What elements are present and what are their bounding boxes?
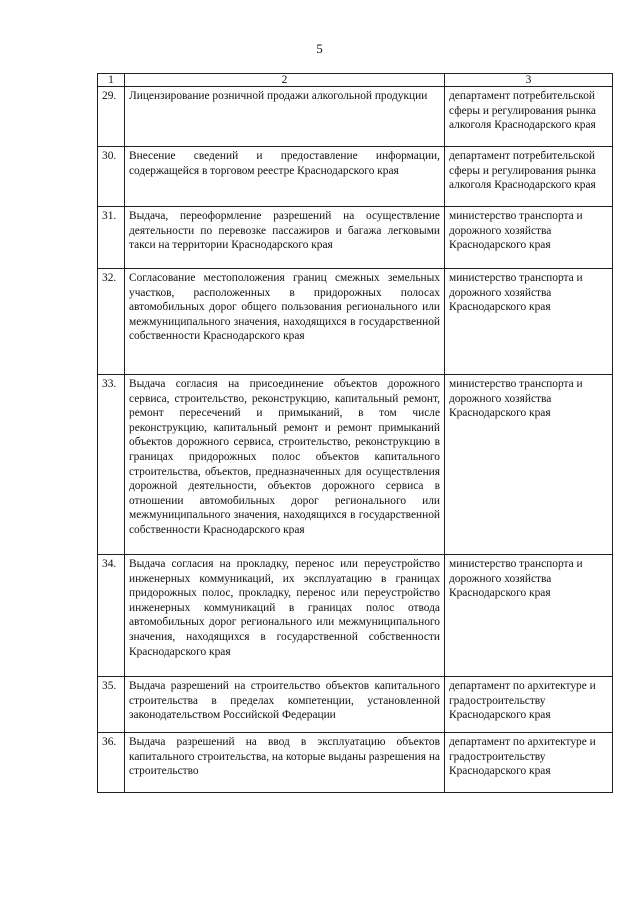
responsible-body: министерство транспорта и дорожного хозяйства Краснодарского края	[445, 207, 613, 269]
service-name: Лицензирование розничной продажи алкогольной продукции	[125, 87, 445, 147]
responsible-body: департамент по архитектуре и градостроительству Краснодарского края	[445, 677, 613, 733]
responsible-body: министерство транспорта и дорожного хозяйства Краснодарского края	[445, 555, 613, 677]
responsible-body: департамент потребительской сферы и регулирования рынка алкоголя Краснодарского края	[445, 87, 613, 147]
row-number: 30.	[98, 147, 125, 207]
service-name: Выдача разрешений на строительство объектов капитального строительства в пределах компетенции, установленной законодательством Российской Федерации	[125, 677, 445, 733]
responsible-body: министерство транспорта и дорожного хозяйства Краснодарского края	[445, 269, 613, 375]
row-number: 33.	[98, 375, 125, 555]
column-header-2: 2	[125, 74, 445, 87]
responsible-body: департамент по архитектуре и градостроительству Краснодарского края	[445, 733, 613, 793]
service-name: Выдача, переоформление разрешений на осуществление деятельности по перевозке пассажиров и багажа легковыми такси на территории Краснодарского края	[125, 207, 445, 269]
services-table	[97, 73, 613, 793]
service-name: Выдача согласия на присоединение объектов дорожного сервиса, строительство, реконструкцию, капитальный ремонт, ремонт пересечений и примыканий, в том числе реконструкцию, капитальный ремонт и ремонт примыканий объектов дорожного сервиса, строительство, реконструкцию в границах придорожных полос объектов капитального строительства, объектов, предназначенных для осуществления дорожной деятельности, объектов дорожного сервиса в отношении автомобильных дорог регионального или межмуниципального значения, находящихся в государственной собственности Краснодарского края	[125, 375, 445, 555]
row-number: 36.	[98, 733, 125, 793]
row-number: 35.	[98, 677, 125, 733]
table-row	[98, 269, 613, 375]
table-row	[98, 87, 613, 147]
page-number: 5	[316, 41, 323, 56]
service-name: Согласование местоположения границ смежных земельных участков, расположенных в придорожных полосах автомобильных дорог общего пользования регионального или межмуниципального значения, находящихся в государственной собственности Краснодарского края	[125, 269, 445, 375]
row-number: 34.	[98, 555, 125, 677]
table-row	[98, 207, 613, 269]
responsible-body: министерство транспорта и дорожного хозяйства Краснодарского края	[445, 375, 613, 555]
row-number: 32.	[98, 269, 125, 375]
table-row	[98, 147, 613, 207]
responsible-body: департамент потребительской сферы и регулирования рынка алкоголя Краснодарского края	[445, 147, 613, 207]
service-name: Внесение сведений и предоставление информации, содержащейся в торговом реестре Краснодарского края	[125, 147, 445, 207]
row-number: 31.	[98, 207, 125, 269]
column-header-3: 3	[445, 74, 613, 87]
service-name: Выдача согласия на прокладку, перенос или переустройство инженерных коммуникаций, их эксплуатацию в границах придорожных полос, прокладку, перенос или переустройство инженерных коммуникаций в границах полос отвода автомобильных дорог регионального или межмуниципального значения, находящихся в государственной собственности Краснодарского края	[125, 555, 445, 677]
row-number: 29.	[98, 87, 125, 147]
service-name: Выдача разрешений на ввод в эксплуатацию объектов капитального строительства, на которые выданы разрешения на строительство	[125, 733, 445, 793]
table-row	[98, 375, 613, 555]
table-row	[98, 555, 613, 677]
table-row	[98, 677, 613, 733]
table-row	[98, 733, 613, 793]
column-header-1: 1	[98, 74, 125, 87]
table-header-row	[98, 74, 613, 87]
